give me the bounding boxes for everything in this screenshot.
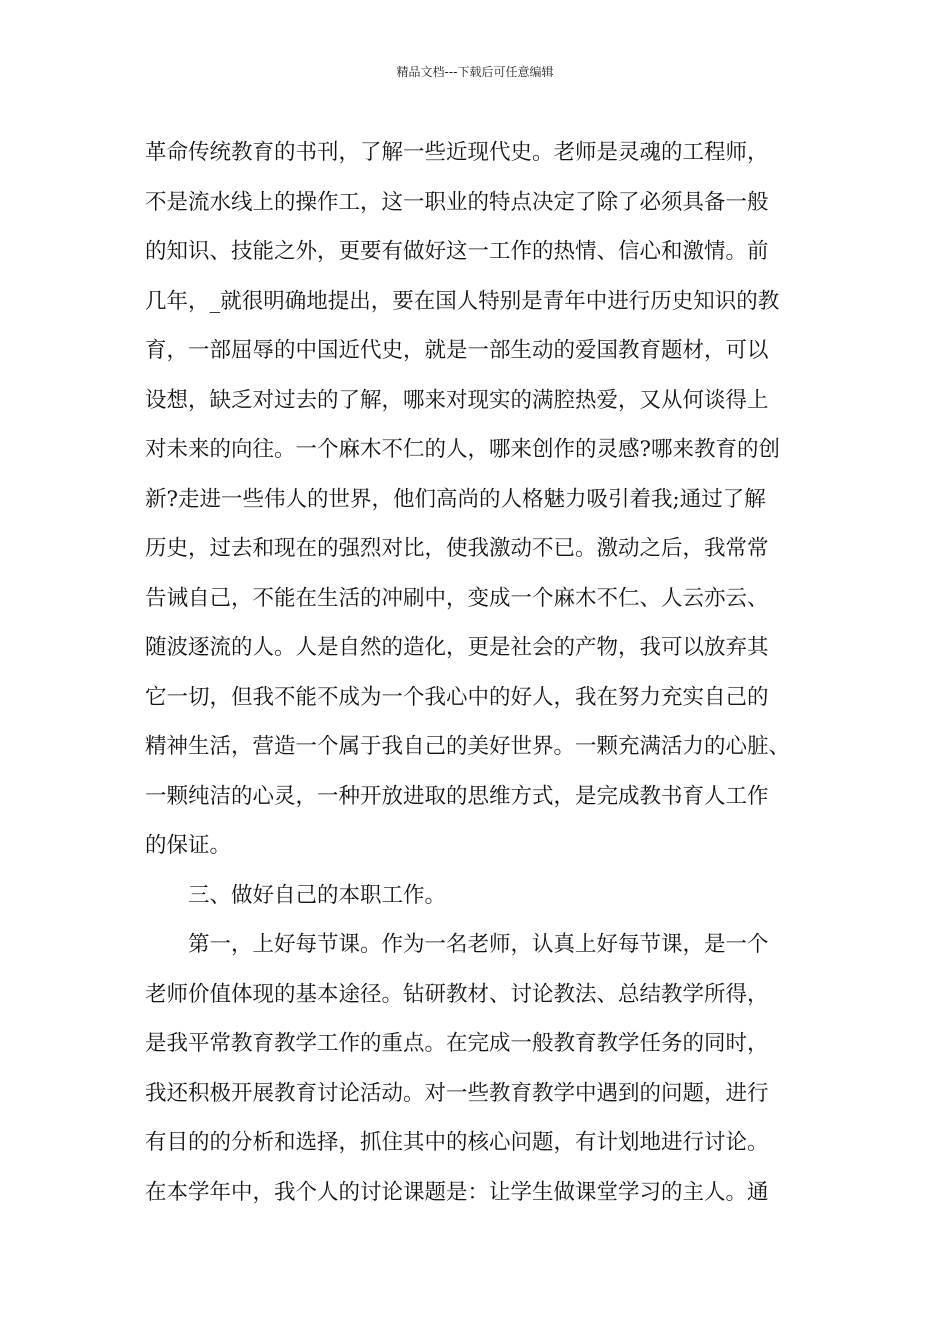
paragraph-first-line: 第一，上好每节课。作为一名老师，认真上好每节课，是一个 (188, 932, 769, 957)
text-line: 有目的的分析和选择，抓住其中的核心问题，有计划地进行讨论。 (145, 1130, 769, 1155)
text-line: 新?走进一些伟人的世界，他们高尚的人格魅力吸引着我;通过了解 (145, 486, 766, 512)
text-line: 几年，_就很明确地提出，要在国人特别是青年中进行历史知识的教 (145, 288, 780, 314)
section-heading: 三、做好自己的本职工作。 (188, 882, 447, 908)
text-line: 一颗纯洁的心灵，一种开放进取的思维方式，是完成教书育人工作 (145, 783, 769, 809)
text-line: 不是流水线上的操作工，这一职业的特点决定了除了必须具备一般 (145, 189, 769, 215)
page-header: 精品文档---下载后可任意编辑 (396, 65, 554, 79)
document-body (145, 128, 810, 1217)
text-line: 的知识、技能之外，更要有做好这一工作的热情、信心和激情。前 (145, 239, 769, 264)
text-line: 告诫自己，不能在生活的冲刷中，变成一个麻木不仁、人云亦云、 (145, 585, 769, 611)
text-line: 历史，过去和现在的强烈对比，使我激动不已。激动之后，我常常 (145, 536, 769, 561)
text-line: 在本学年中，我个人的讨论课题是：让学生做课堂学习的主人。通 (145, 1179, 769, 1205)
text-line: 随波逐流的人。人是自然的造化，更是社会的产物，我可以放弃其 (145, 635, 769, 660)
text-line: 我还积极开展教育讨论活动。对一些教育教学中遇到的问题，进行 (145, 1080, 769, 1106)
text-line: 革命传统教育的书刊，了解一些近现代史。老师是灵魂的工程师， (145, 140, 769, 165)
text-line: 的保证。 (145, 833, 232, 858)
text-line: 是我平常教育教学工作的重点。在完成一般教育教学任务的同时， (145, 1031, 769, 1056)
text-line: 老师价值体现的基本途径。钻研教材、讨论教法、总结教学所得， (145, 981, 769, 1007)
text-line: 对未来的向往。一个麻木不仁的人，哪来创作的灵感?哪来教育的创 (145, 437, 781, 462)
text-line: 它一切，但我不能不成为一个我心中的好人，我在努力充实自己的 (145, 684, 769, 710)
text-line: 设想，缺乏对过去的了解，哪来对现实的满腔热爱，又从何谈得上 (145, 387, 769, 413)
text-line: 精神生活，营造一个属于我自己的美好世界。一颗充满活力的心脏、 (145, 734, 791, 759)
text-line: 育，一部屈辱的中国近代史，就是一部生动的爱国教育题材，可以 (145, 338, 769, 363)
